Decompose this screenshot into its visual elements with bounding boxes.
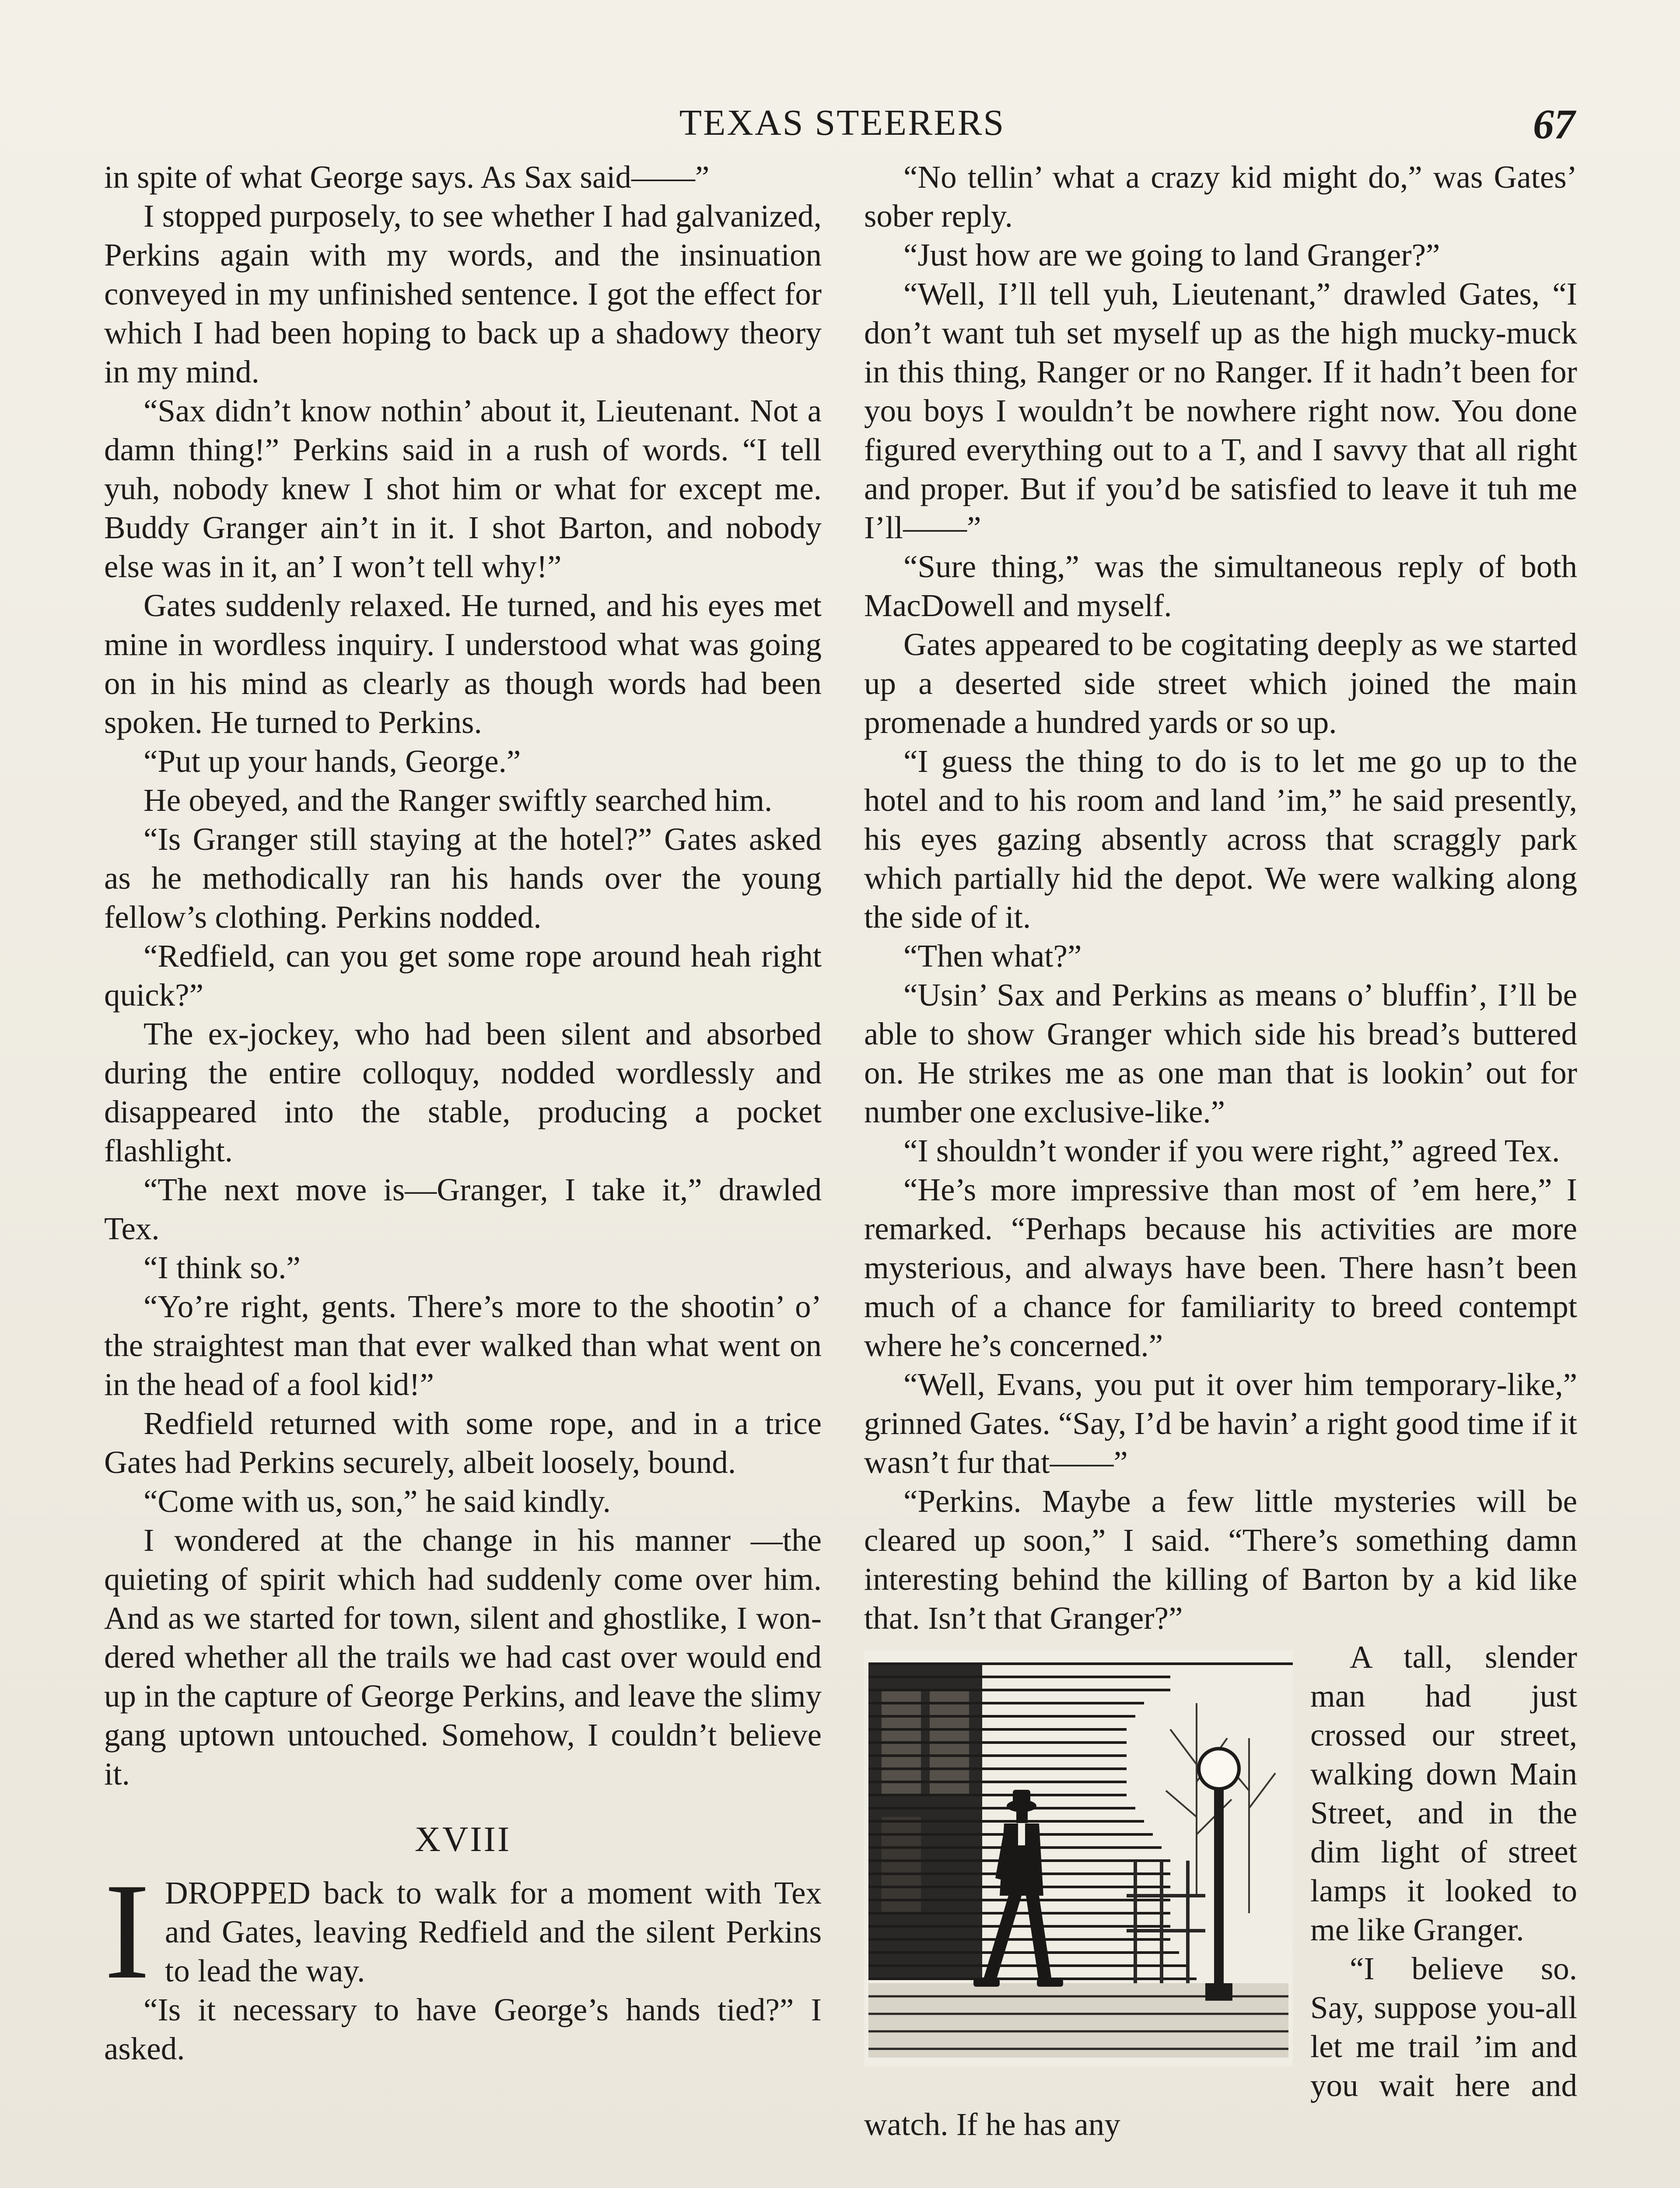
page-number: 67 — [1533, 101, 1575, 147]
paragraph: Gates appeared to be cogitating deeply as we started up a deserted side street which joined the main promenade a hundred yards or so up. — [864, 627, 1577, 740]
paragraph: “I shouldn’t wonder if you were right,” agreed Tex. — [903, 1133, 1560, 1168]
paragraph: “Put up your hands, George.” — [144, 743, 521, 779]
paragraph: “I think so.” — [144, 1250, 301, 1285]
paragraph: “Redfield, can you get some rope around heah right quick?” — [104, 938, 822, 1013]
paragraph: “Well, I’ll tell yuh, Lieutenant,” drawled Gates, “I don’t want tuh set myself up as the high mucky-muck in this thing, Ranger or no Ranger. If it hadn’t been for you boys I wouldn’t be nowhere right now. You done figured everything out to a T, and I savvy that all right and proper. But if you’d be satisfied to leave it tuh me I’ll——” — [864, 276, 1577, 545]
paragraph: “I believe so. Say, suppose you-all let me trail ’im and you wait here and watch. If he has any — [864, 1951, 1577, 2142]
chapter-opening-paragraph — [104, 1855, 822, 2008]
paragraph: “Just how are we going to land Granger?” — [903, 237, 1440, 273]
chapter-heading: XVIII — [414, 1819, 511, 1859]
paragraph: A tall, slender man had just crossed our street, walking down Main Street, and in the dim light of street lamps it looked to me like Granger. — [1310, 1639, 1577, 1947]
paragraph: “No tellin’ what a crazy kid might do,” was Gates’ sober reply. — [864, 159, 1577, 234]
running-head — [101, 96, 1584, 147]
paragraph: “He’s more impressive than most of ’em here,” I remarked. “Perhaps because his activities are more mysterious, and always have been. There hasn’t been much of a chance for familiarity to breed contempt where he’s concerned.” — [864, 1172, 1577, 1363]
paragraph: in spite of what George says. As Sax said——” — [104, 159, 710, 195]
paragraph: The ex-jockey, who had been silent and absorbed during the entire colloquy, nodded wordlessly and disappeared into the stable, producing a pocket flashlight. — [104, 1016, 822, 1168]
paragraph: I wondered at the change in his manner —the quieting of spirit which had suddenly come over him. And as we started for town, silent and ghostlike, I wondered whether all the trails we had cast over would end up in the capture of George Perkins, and leave the slimy gang uptown untouched. Somehow, I couldn’t believe it. — [104, 1522, 822, 1792]
paragraph: Redfield returned with some rope, and in a trice Gates had Perkins securely, albeit loosely, bound. — [104, 1406, 822, 1480]
paragraph: “Yo’re right, gents. There’s more to the shootin’ o’ the straightest man that ever walked than what went on in the head of a fool kid!” — [104, 1289, 822, 1402]
paragraph: “Sax didn’t know nothin’ about it, Lieutenant. Not a damn thing!” Perkins said in a rush of words. “I tell yuh, nobody knew I shot him or what for except me. Buddy Granger ain’t in it. I shot Barton, and nobody else was in it, an’ I won’t tell why!” — [104, 393, 822, 584]
paragraph: I stopped purposely, to see whether I had galvanized, Perkins again with my words, and the insinuation conveyed in my unfinished sentence. I got the effect for which I had been hoping to back up a shadowy theory in my mind. — [104, 198, 822, 389]
paragraph: “Come with us, son,” he said kindly. — [144, 1483, 611, 1519]
paragraph: “Perkins. Maybe a few little mysteries will be cleared up soon,” I said. “There’s something damn interesting behind the killing of Barton by a kid like that. Isn’t that Granger?” — [864, 1483, 1577, 1636]
left-column-closing-paragraphs — [104, 1990, 822, 2068]
street-lamp-illustration — [864, 1651, 1293, 2066]
right-column-paragraphs — [864, 158, 1577, 1637]
paragraph: Gates suddenly relaxed. He turned, and his eyes met mine in wordless inquiry. I understood what was going on in his mind as clearly as though words had been spoken. He turned to Perkins. — [104, 588, 822, 740]
paragraph: “Then what?” — [903, 938, 1082, 974]
drop-cap-letter: I — [104, 1855, 150, 2008]
chapter-opening-text: DROPPED back to walk for a moment with Tex and Gates, leaving Redfield and the silent Perkins to lead the way. — [164, 1875, 822, 1988]
paragraph: “Is it necessary to have George’s hands tied?” I asked. — [104, 1992, 822, 2066]
running-title: TEXAS STEERERS — [679, 102, 1005, 143]
left-column — [104, 158, 822, 2068]
paragraph: “Well, Evans, you put it over him temporary-like,” grinned Gates. “Say, I’d be havin’ a right good time if it wasn’t fur that——” — [864, 1367, 1577, 1480]
paragraph: “The next move is—Granger, I take it,” drawled Tex. — [104, 1172, 822, 1246]
paragraph: “Is Granger still staying at the hotel?” Gates asked as he methodically ran his hands over the young fellow’s clothing. Perkins nodded. — [104, 821, 822, 935]
paragraph: “Usin’ Sax and Perkins as means o’ bluffin’, I’ll be able to show Granger which side his bread’s buttered on. He strikes me as one man that is lookin’ out for number one exclusive-like.” — [864, 977, 1577, 1129]
paragraph: “I guess the thing to do is to let me go up to the hotel and to his room and land ’im,” he said presently, his eyes gazing absently across that scraggly park which partially hid the depot. We were walking along the side of it. — [864, 743, 1577, 935]
paragraph: “Sure thing,” was the simultaneous reply of both MacDowell and myself. — [864, 549, 1577, 623]
right-column — [864, 158, 1577, 2144]
left-column-paragraphs — [104, 158, 822, 1793]
paragraph: He obeyed, and the Ranger swiftly searched him. — [144, 782, 773, 818]
